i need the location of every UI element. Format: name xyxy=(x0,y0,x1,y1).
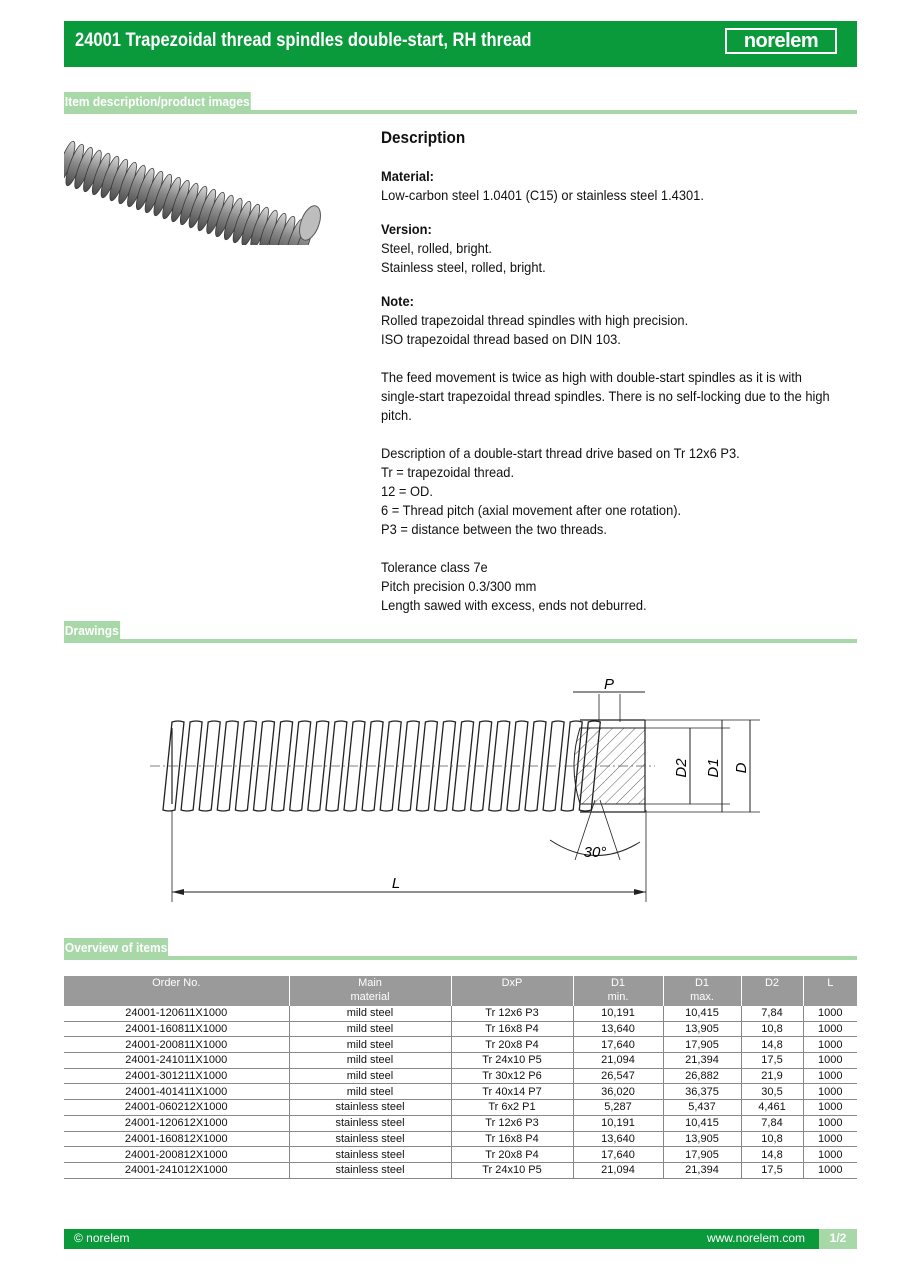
product-image xyxy=(64,130,324,245)
table-cell: 1000 xyxy=(803,1100,857,1116)
section-overview xyxy=(64,938,857,960)
table-cell: 24001-200811X1000 xyxy=(64,1037,289,1053)
material-label: Material: xyxy=(381,168,434,184)
section-label: Overview of items xyxy=(64,938,168,958)
feed-text: The feed movement is twice as high with double-start spindles as it is with single-start trapezoidal thread spindles. There is no self-locking due to the high pitch. xyxy=(381,369,830,423)
table-cell: 24001-241012X1000 xyxy=(64,1162,289,1178)
table-cell: 10,191 xyxy=(573,1006,663,1021)
table-cell: mild steel xyxy=(289,1084,451,1100)
table-cell: Tr 20x8 P4 xyxy=(451,1147,573,1163)
section-label: Drawings xyxy=(64,621,120,641)
table-cell: Tr 12x6 P3 xyxy=(451,1115,573,1131)
column-header-line: Main xyxy=(358,977,382,989)
table-cell: 24001-060212X1000 xyxy=(64,1100,289,1116)
table-cell: stainless steel xyxy=(289,1100,451,1116)
column-header xyxy=(64,976,289,1006)
table-row xyxy=(64,1084,857,1100)
table-row xyxy=(64,1100,857,1116)
table-row xyxy=(64,1006,857,1021)
technical-drawing xyxy=(150,670,770,910)
table-cell: 10,191 xyxy=(573,1115,663,1131)
table-cell: 10,8 xyxy=(741,1131,803,1147)
table-cell: 1000 xyxy=(803,1131,857,1147)
table-cell: 10,415 xyxy=(663,1115,741,1131)
table-cell: 24001-160811X1000 xyxy=(64,1021,289,1037)
table-cell: 17,905 xyxy=(663,1037,741,1053)
table-cell: 24001-120612X1000 xyxy=(64,1115,289,1131)
note-text: Rolled trapezoidal thread spindles with high precision. ISO trapezoidal thread based on DIN 103. xyxy=(381,312,689,347)
table-cell: Tr 30x12 P6 xyxy=(451,1068,573,1084)
table-row xyxy=(64,1131,857,1147)
table-cell: 24001-120611X1000 xyxy=(64,1006,289,1021)
table-cell: 1000 xyxy=(803,1147,857,1163)
description-block xyxy=(381,128,861,630)
table-cell: 1000 xyxy=(803,1037,857,1053)
label-angle: 30° xyxy=(583,844,607,861)
column-header xyxy=(451,976,573,1006)
table-cell: 1000 xyxy=(803,1162,857,1178)
table-cell: 5,287 xyxy=(573,1100,663,1116)
table-cell: 24001-160812X1000 xyxy=(64,1131,289,1147)
column-header xyxy=(741,976,803,1006)
table-cell: 36,375 xyxy=(663,1084,741,1100)
table-cell: 1000 xyxy=(803,1053,857,1069)
table-cell: 1000 xyxy=(803,1021,857,1037)
section-rule xyxy=(64,110,857,114)
table-row xyxy=(64,1053,857,1069)
table-cell: Tr 24x10 P5 xyxy=(451,1162,573,1178)
table-cell: 7,84 xyxy=(741,1006,803,1021)
page-header xyxy=(64,21,857,67)
drive-text: Description of a double-start thread drive based on Tr 12x6 P3. Tr = trapezoidal thread. 12 = OD. 6 = Thread pitch (axial movement after one rotation). P3 = distance between the two threads. xyxy=(381,445,740,537)
table-cell: 17,640 xyxy=(573,1037,663,1053)
table-cell: Tr 12x6 P3 xyxy=(451,1006,573,1021)
column-header xyxy=(573,976,663,1006)
section-rule xyxy=(64,639,857,643)
label-l: L xyxy=(391,875,401,892)
table-cell: stainless steel xyxy=(289,1131,451,1147)
table-cell: 14,8 xyxy=(741,1147,803,1163)
table-cell: 13,640 xyxy=(573,1131,663,1147)
table-cell: 14,8 xyxy=(741,1037,803,1053)
table-cell: 1000 xyxy=(803,1068,857,1084)
table-row xyxy=(64,1147,857,1163)
table-cell: Tr 16x8 P4 xyxy=(451,1131,573,1147)
table-cell: 17,640 xyxy=(573,1147,663,1163)
table-cell: 10,415 xyxy=(663,1006,741,1021)
table-cell: 13,640 xyxy=(573,1021,663,1037)
table-cell: 21,394 xyxy=(663,1053,741,1069)
table-cell: 21,094 xyxy=(573,1162,663,1178)
table-header-row xyxy=(64,976,857,1006)
version-text: Steel, rolled, bright. Stainless steel, rolled, bright. xyxy=(381,240,546,275)
tolerance-text: Tolerance class 7e Pitch precision 0.3/300 mm Length sawed with excess, ends not deburred. xyxy=(381,559,647,613)
table-cell: 21,9 xyxy=(741,1068,803,1084)
column-header-line: material xyxy=(350,991,390,1003)
column-header-line: min. xyxy=(607,991,629,1003)
thread-ridges xyxy=(64,140,316,245)
table-cell: 1000 xyxy=(803,1115,857,1131)
section-item-description xyxy=(64,92,857,114)
table-cell: mild steel xyxy=(289,1037,451,1053)
table-cell: Tr 16x8 P4 xyxy=(451,1021,573,1037)
norelem-logo: norelem xyxy=(725,28,837,54)
table-cell: mild steel xyxy=(289,1021,451,1037)
version-label: Version: xyxy=(381,221,432,237)
table-row xyxy=(64,1068,857,1084)
table-cell: mild steel xyxy=(289,1053,451,1069)
table-row xyxy=(64,1021,857,1037)
table-cell: 13,905 xyxy=(663,1131,741,1147)
section-drawings xyxy=(64,621,857,643)
table-cell: 26,547 xyxy=(573,1068,663,1084)
table-cell: stainless steel xyxy=(289,1162,451,1178)
column-header-line: D1 xyxy=(694,977,710,989)
table-cell: Tr 40x14 P7 xyxy=(451,1084,573,1100)
table-cell: stainless steel xyxy=(289,1115,451,1131)
column-header xyxy=(663,976,741,1006)
table-cell: 24001-241011X1000 xyxy=(64,1053,289,1069)
page-number: 1/2 xyxy=(819,1229,857,1249)
table-cell: 10,8 xyxy=(741,1021,803,1037)
section-label: Item description/product images xyxy=(64,92,251,112)
column-header-line: Order No. xyxy=(152,977,201,989)
material-text: Low-carbon steel 1.0401 (C15) or stainless steel 1.4301. xyxy=(381,187,704,203)
table-cell: 21,094 xyxy=(573,1053,663,1069)
table-row xyxy=(64,1115,857,1131)
column-header-line: L xyxy=(827,977,834,989)
table-cell: 36,020 xyxy=(573,1084,663,1100)
table-cell: 1000 xyxy=(803,1084,857,1100)
table-cell: 21,394 xyxy=(663,1162,741,1178)
arrowhead xyxy=(634,889,646,895)
website-link[interactable]: www.norelem.com xyxy=(706,1231,805,1245)
note-label: Note: xyxy=(381,293,414,309)
table-cell: 13,905 xyxy=(663,1021,741,1037)
table-cell: 7,84 xyxy=(741,1115,803,1131)
page-title: 24001 Trapezoidal thread spindles double-start, RH thread xyxy=(75,30,532,51)
table-cell: Tr 24x10 P5 xyxy=(451,1053,573,1069)
table-cell: 17,5 xyxy=(741,1162,803,1178)
table-cell: mild steel xyxy=(289,1006,451,1021)
table-cell: 4,461 xyxy=(741,1100,803,1116)
table-cell: 26,882 xyxy=(663,1068,741,1084)
table-cell: 24001-200812X1000 xyxy=(64,1147,289,1163)
label-d1: D1 xyxy=(705,758,722,778)
page-footer xyxy=(64,1229,857,1249)
table-cell: 30,5 xyxy=(741,1084,803,1100)
section-rule xyxy=(64,956,857,960)
note-block xyxy=(381,292,861,615)
items-table xyxy=(64,976,857,1179)
table-body xyxy=(64,1006,857,1178)
table-cell: Tr 6x2 P1 xyxy=(451,1100,573,1116)
table-cell: 24001-301211X1000 xyxy=(64,1068,289,1084)
column-header xyxy=(289,976,451,1006)
copyright-text: © norelem xyxy=(74,1231,130,1245)
label-d: D xyxy=(733,762,750,774)
table-row xyxy=(64,1037,857,1053)
table-cell: 24001-401411X1000 xyxy=(64,1084,289,1100)
table-cell: mild steel xyxy=(289,1068,451,1084)
table-cell: stainless steel xyxy=(289,1147,451,1163)
label-d2: D2 xyxy=(673,758,690,778)
column-header-line: D2 xyxy=(764,977,780,989)
column-header-line: D1 xyxy=(610,977,626,989)
column-header-line: max. xyxy=(690,991,714,1003)
table-cell: 1000 xyxy=(803,1006,857,1021)
arrowhead xyxy=(172,889,184,895)
table-row xyxy=(64,1162,857,1178)
material-block xyxy=(381,167,861,205)
label-p: P xyxy=(603,676,615,693)
table-cell: 17,905 xyxy=(663,1147,741,1163)
version-block xyxy=(381,220,861,277)
column-header xyxy=(803,976,857,1006)
table-cell: Tr 20x8 P4 xyxy=(451,1037,573,1053)
description-heading: Description xyxy=(381,128,466,147)
table-cell: 17,5 xyxy=(741,1053,803,1069)
table-cell: 5,437 xyxy=(663,1100,741,1116)
column-header-line: DxP xyxy=(501,977,523,989)
